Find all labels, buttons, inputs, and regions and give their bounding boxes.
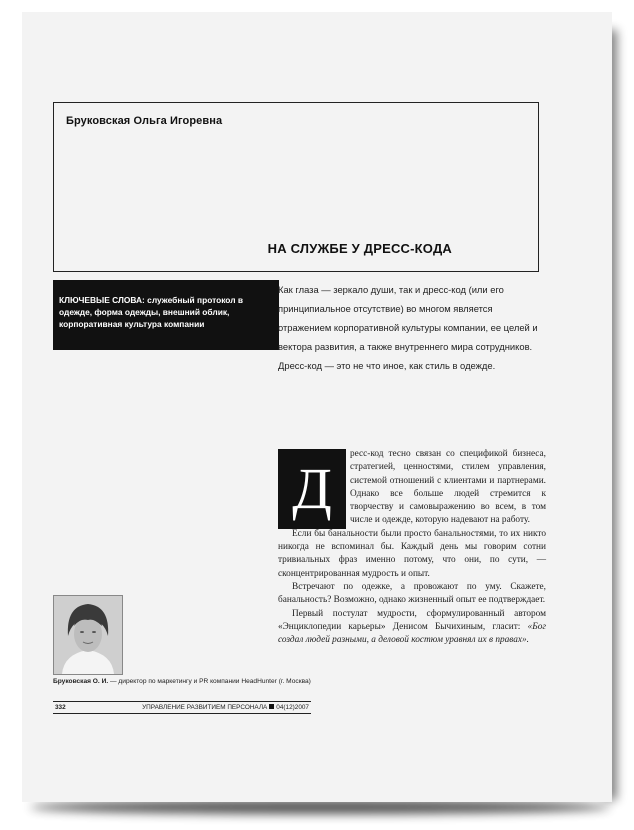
body-paragraph-4-text: Первый постулат мудрости, сформулированный автором «Энциклопедии карьеры» Денисом Бычихиным, гласит: bbox=[278, 608, 546, 632]
body-paragraph-4 bbox=[278, 608, 546, 648]
portrait-image bbox=[54, 596, 122, 674]
author-name: Бруковская Ольга Игоревна bbox=[66, 115, 223, 127]
page-footer bbox=[53, 701, 311, 714]
magazine-name: УПРАВЛЕНИЕ РАЗВИТИЕМ ПЕРСОНАЛА bbox=[142, 704, 268, 711]
footer-publication bbox=[142, 702, 309, 713]
caption-text: — директор по маркетингу и PR компании HeadHunter (г. Москва) bbox=[108, 678, 311, 685]
photo-caption bbox=[53, 678, 323, 685]
lead-paragraph: Как глаза — зеркало души, так и дресс-код (или его принципиальное отсутствие) во многом является отражением корпоративной культуры компании, ее целей и вектора развития, а также внутреннего мира сотрудников. Дресс-код — это не что иное, как стиль в одежде. bbox=[278, 284, 538, 371]
drop-cap-letter: Д bbox=[278, 449, 346, 529]
keywords-box: КЛЮЧЕВЫЕ СЛОВА: служебный протокол в одежде, форма одежды, внешний облик, корпоративная культура компании bbox=[53, 280, 279, 350]
title-box bbox=[53, 102, 539, 272]
article-title: НА СЛУЖБЕ У ДРЕСС-КОДА bbox=[267, 241, 452, 256]
article-body bbox=[278, 448, 546, 647]
author-photo bbox=[53, 595, 123, 675]
body-paragraph-3: Встречают по одежке, а провожают по уму. Скажете, банальность? Возможно, однако жизненный опыт ее подтверждает. bbox=[278, 581, 546, 606]
body-paragraph-1: ресс-код тесно связан со спецификой бизнеса, стратегией, ценностями, стилем управления, системой отношений с клиентами и партнерами. Однако все больше людей стремится к творчеству и самовыражению во всем, в том числе и одежде, которую надевают на работу. bbox=[350, 449, 546, 526]
page-number: 332 bbox=[55, 704, 66, 711]
page-shadow-bottom bbox=[30, 800, 610, 814]
square-separator-icon bbox=[269, 704, 274, 709]
issue-number: 04(12)2007 bbox=[276, 704, 309, 711]
caption-name: Бруковская О. И. bbox=[53, 678, 109, 685]
body-paragraph-4-quote: «Бог создал людей разными, а деловой костюм уравнял их в правах». bbox=[278, 621, 546, 646]
body-paragraph-2: Если бы банальности были просто банальностями, то их никто никогда не вспоминал бы. Каждый день мы говорим сотни тривиальных фраз именно потому, что они, по сути, — сконцентрированная мудрость и опыт. bbox=[278, 528, 546, 579]
